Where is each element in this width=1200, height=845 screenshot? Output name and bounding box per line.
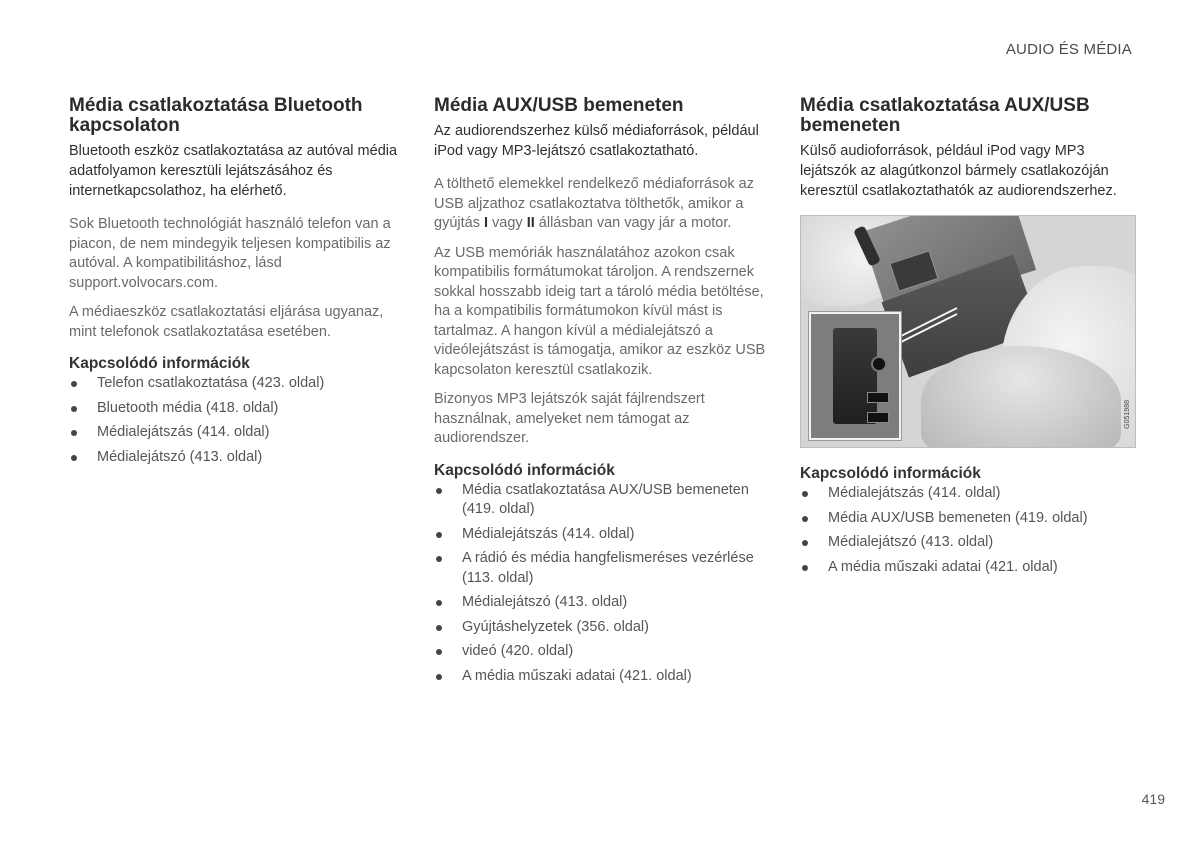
body-paragraph: Sok Bluetooth technológiát használó telefon van a piacon, de nem mindegyik teljesen kompatibilis az autóval. A kompatibilitáshoz, lásd support.volvocars.com. (69, 216, 391, 291)
usb-port-icon (867, 412, 889, 423)
related-link[interactable]: Médialejátszó (413. oldal) (800, 533, 1132, 553)
related-info-list (800, 484, 1132, 577)
body-paragraph: Az USB memóriák használatához azokon csak kompatibilis formátumokat tároljon. A rendszernek sokkal hosszabb ideig tart a tároló média betöltése, ha a kompatibilis formátumokon kívül mást is tartalmaz. A hangon kívül a médialejátszó a videólejátszást is támogatja, amikor az eszköz USB kapcsolaton keresztül csatlakozik. (434, 244, 766, 378)
related-info-heading: Kapcsolódó információk (800, 465, 981, 482)
related-link[interactable]: Média AUX/USB bemeneten (419. oldal) (800, 509, 1132, 529)
usb-port-icon (867, 392, 889, 403)
related-info-list (434, 481, 766, 687)
related-link[interactable]: Média csatlakoztatása AUX/USB bemeneten (419. oldal) (434, 481, 766, 520)
related-link[interactable]: Bluetooth média (418. oldal) (69, 399, 401, 419)
related-info-heading: Kapcsolódó információk (434, 461, 615, 479)
related-link[interactable]: Médialejátszás (414. oldal) (434, 525, 766, 545)
column-aux-usb-connection (800, 96, 1132, 582)
related-info-list (69, 374, 401, 467)
paragraph-text: A tölthető elemekkel rendelkező médiaforrások az USB aljzathoz csatlakoztatva tölthetők, amikor a gyújtás (434, 176, 754, 231)
related-link[interactable]: A média műszaki adatai (421. oldal) (434, 667, 766, 687)
usb-aux-inset (809, 312, 901, 440)
related-link[interactable]: A média műszaki adatai (421. oldal) (800, 558, 1132, 578)
related-link[interactable]: Médialejátszó (413. oldal) (69, 448, 401, 468)
column-aux-usb (434, 96, 766, 691)
ignition-position-2: II (526, 215, 535, 231)
body-paragraph (434, 175, 766, 234)
lead-paragraph: Bluetooth eszköz csatlakoztatása az autóval média adatfolyamon keresztüli lejátszásához és internetkapcsolathoz, ha elérhető. (69, 143, 398, 199)
related-link[interactable]: videó (420. oldal) (434, 642, 766, 662)
section-title: Média csatlakoztatása Bluetooth kapcsolaton (69, 95, 363, 136)
paragraph-text: vagy (488, 215, 527, 231)
related-link[interactable]: A rádió és média hangfelismeréses vezérlése (113. oldal) (434, 549, 766, 588)
related-link[interactable]: Telefon csatlakoztatása (423. oldal) (69, 374, 401, 394)
related-link[interactable]: Médialejátszó (413. oldal) (434, 593, 766, 613)
page-number: 419 (1141, 791, 1165, 807)
port-panel (833, 328, 877, 424)
aux-socket-icon (871, 356, 887, 372)
image-code: G051988 (1124, 400, 1131, 429)
related-link[interactable]: Gyújtáshelyzetek (356. oldal) (434, 618, 766, 638)
tunnel-console-photo (800, 215, 1136, 448)
related-link[interactable]: Médialejátszás (414. oldal) (69, 423, 401, 443)
paragraph-text: állásban van vagy jár a motor. (534, 215, 732, 231)
section-title: Média AUX/USB bemeneten (434, 95, 684, 116)
column-bluetooth (69, 96, 401, 472)
lead-paragraph: Külső audioforrások, például iPod vagy MP3 lejátszók az alagútkonzol bármely csatlakozóján keresztül csatlakoztathatók az audiorendszerhez. (800, 143, 1117, 199)
body-paragraph: A médiaeszköz csatlakoztatási eljárása ugyanaz, mint telefonok csatlakoztatása esetében. (69, 304, 384, 340)
ignition-position-1: I (483, 215, 489, 231)
section-header: AUDIO ÉS MÉDIA (1005, 41, 1132, 58)
body-paragraph: Bizonyos MP3 lejátszók saját fájlrendszert használnak, amelyeket nem támogat az audiorendszer. (434, 391, 705, 446)
lead-paragraph: Az audiorendszerhez külső médiaforrások, például iPod vagy MP3-lejátszó csatlakoztatható. (434, 123, 759, 159)
related-link[interactable]: Médialejátszás (414. oldal) (800, 484, 1132, 504)
section-title: Média csatlakoztatása AUX/USB bemeneten (800, 95, 1090, 136)
related-info-heading: Kapcsolódó információk (69, 355, 250, 372)
